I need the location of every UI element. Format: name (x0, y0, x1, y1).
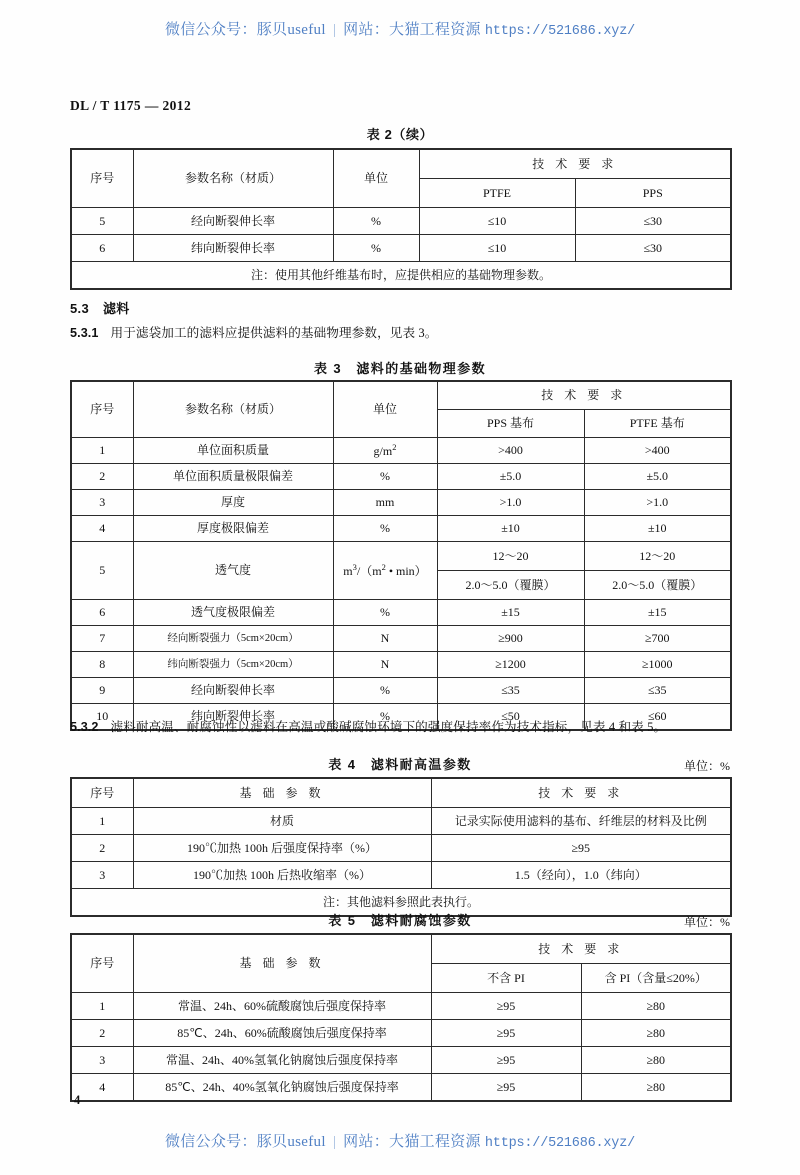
table4-r1-seq: 2 (71, 835, 133, 862)
standard-code-header: DL / T 1175 — 2012 (70, 98, 192, 113)
table5-header-sub2: 含 PI（含量≤20%） (581, 964, 731, 993)
table3-header-sub1: PPS 基布 (437, 410, 584, 438)
table-row (71, 835, 731, 862)
table5-unit-note: 单位：% (684, 915, 730, 929)
table2-header-unit: 单位 (333, 149, 419, 208)
table2-header-requirement: 技 术 要 求 (419, 149, 731, 179)
table2-note: 注：使用其他纤维基布时，应提供相应的基础物理参数。 (71, 262, 731, 290)
table3-r5-seq: 5 (71, 542, 133, 600)
table2-r0-param: 经向断裂伸长率 (133, 208, 333, 235)
table4-header-param: 基 础 参 数 (133, 778, 431, 808)
table2-header-row-1 (71, 149, 731, 179)
table3-r5b-seq: 7 (71, 626, 133, 652)
table3-r5-unit-a: m (343, 564, 353, 578)
watermark-bottom-site-label: 网站：大猫工程资源 (343, 1134, 481, 1150)
table3-r4-seq: 6 (71, 600, 133, 626)
table-row (71, 1074, 731, 1102)
table3-r2-v1: >1.0 (437, 490, 584, 516)
table-row (71, 516, 731, 542)
table5-r0-param: 常温、24h、60%硫酸腐蚀后强度保持率 (133, 993, 431, 1020)
table3-r1-param: 单位面积质量极限偏差 (133, 464, 333, 490)
table3-r7-v2: ≤35 (584, 678, 731, 704)
table4-unit-note: 单位：% (684, 759, 730, 773)
table3-r6-v2: ≥1000 (584, 652, 731, 678)
table-row (71, 542, 731, 571)
table3-r8-v1: ≤50 (437, 704, 584, 731)
table3-r5-unit (333, 542, 437, 600)
table3-r0-param: 单位面积质量 (133, 438, 333, 464)
watermark-bottom-separator: | (332, 1134, 337, 1150)
table5-header-seq: 序号 (71, 934, 133, 993)
table2-r0-v2: ≤30 (575, 208, 731, 235)
table-4 (70, 777, 732, 917)
watermark-bottom-url: https://521686.xyz/ (484, 1136, 636, 1151)
table3-caption: 表 3 滤料的基础物理参数 (313, 361, 487, 376)
table3-r5-v1-line2: 2.0～5.0（覆膜） (437, 571, 584, 600)
table3-r1-v1: ±5.0 (437, 464, 584, 490)
watermark-wechat-label: 微信公众号：豚贝useful (164, 22, 326, 38)
table2-r1-v2: ≤30 (575, 235, 731, 262)
table2-r0-unit: % (333, 208, 419, 235)
table5-r1-param: 85℃、24h、60%硫酸腐蚀后强度保持率 (133, 1020, 431, 1047)
table-row (71, 1047, 731, 1074)
table-row (71, 208, 731, 235)
table3-header-sub2: PTFE 基布 (584, 410, 731, 438)
table-row (71, 993, 731, 1020)
table3-header-seq: 序号 (71, 381, 133, 438)
watermark-site-label: 网站：大猫工程资源 (343, 22, 481, 38)
table5-r2-seq: 3 (71, 1047, 133, 1074)
table4-header-requirement: 技 术 要 求 (431, 778, 731, 808)
table-row (71, 808, 731, 835)
clause-5-3-title: 滤料 (102, 301, 130, 316)
table3-r3-v1: ±10 (437, 516, 584, 542)
watermark-url: https://521686.xyz/ (484, 24, 636, 39)
table3-r0-v1: >400 (437, 438, 584, 464)
table2-caption: 表 2（续） (366, 127, 434, 142)
table3-header-unit: 单位 (333, 381, 437, 438)
table2-header-sub1: PTFE (419, 179, 575, 208)
table3-r4-v1: ±15 (437, 600, 584, 626)
table-row (71, 652, 731, 678)
table2-r1-v1: ≤10 (419, 235, 575, 262)
table-2 (70, 148, 732, 290)
table-row (71, 678, 731, 704)
table5-r3-seq: 4 (71, 1074, 133, 1102)
table5-caption: 表 5 滤料耐腐蚀参数 (328, 913, 472, 928)
table5-r3-v2: ≥80 (581, 1074, 731, 1102)
table4-r2-value: 1.5（经向），1.0（纬向） (431, 862, 731, 889)
table3-r0-seq: 1 (71, 438, 133, 464)
table3-header-row-1 (71, 381, 731, 410)
table-row (71, 490, 731, 516)
table3-r5-unit-b: /（m (356, 564, 382, 578)
table4-header-seq: 序号 (71, 778, 133, 808)
table3-r3-v2: ±10 (584, 516, 731, 542)
table5-r3-param: 85℃、24h、40%氢氧化钠腐蚀后强度保持率 (133, 1074, 431, 1102)
table-row (71, 438, 731, 464)
table2-header-sub2: PPS (575, 179, 731, 208)
table3-r8-unit: % (333, 704, 437, 731)
clause-5-3-1-number: 5.3.1 (70, 326, 99, 340)
table3-header-requirement: 技 术 要 求 (437, 381, 731, 410)
table3-r1-unit: % (333, 464, 437, 490)
watermark-top (0, 18, 800, 39)
table3-r2-seq: 3 (71, 490, 133, 516)
table3-r4-v2: ±15 (584, 600, 731, 626)
table3-r7-unit: % (333, 678, 437, 704)
table2-r0-seq: 5 (71, 208, 133, 235)
table5-r2-v2: ≥80 (581, 1047, 731, 1074)
table5-header-param: 基 础 参 数 (133, 934, 431, 993)
table5-header-requirement: 技 术 要 求 (431, 934, 731, 964)
watermark-bottom-wechat-label: 微信公众号：豚贝useful (164, 1134, 326, 1150)
table4-r0-seq: 1 (71, 808, 133, 835)
table3-r3-param: 厚度极限偏差 (133, 516, 333, 542)
clause-5-3-1-paragraph (70, 322, 735, 341)
table5-r2-param: 常温、24h、40%氢氧化钠腐蚀后强度保持率 (133, 1047, 431, 1074)
clause-5-3-2-number: 5.3.2 (70, 720, 99, 734)
table3-header-param: 参数名称（材质） (133, 381, 333, 438)
clause-5-3-1-text: 用于滤袋加工的滤料应提供滤料的基础物理参数，见表 3。 (110, 326, 438, 340)
table-row (71, 1020, 731, 1047)
table2-r1-param: 纬向断裂伸长率 (133, 235, 333, 262)
table3-r5-unit-b-sup: 2 (381, 562, 386, 572)
table3-r5-unit-a-sup: 3 (352, 562, 357, 572)
table5-r1-v2: ≥80 (581, 1020, 731, 1047)
watermark-separator: | (332, 22, 337, 38)
table3-r0-unit (333, 438, 437, 464)
table3-r4-unit: % (333, 600, 437, 626)
table-row (71, 626, 731, 652)
table5-r1-seq: 2 (71, 1020, 133, 1047)
table3-r5-v2-line2: 2.0～5.0（覆膜） (584, 571, 731, 600)
table2-note-row (71, 262, 731, 290)
table2-r1-seq: 6 (71, 235, 133, 262)
table3-r1-seq: 2 (71, 464, 133, 490)
table2-header-param: 参数名称（材质） (133, 149, 333, 208)
table3-r5-v2-line1: 12～20 (584, 542, 731, 571)
table3-r7-seq: 9 (71, 678, 133, 704)
table5-r1-v1: ≥95 (431, 1020, 581, 1047)
table3-r6-v1: ≥1200 (437, 652, 584, 678)
watermark-bottom (0, 1130, 800, 1151)
table3-r2-unit: mm (333, 490, 437, 516)
table3-r3-seq: 4 (71, 516, 133, 542)
table4-r0-param: 材质 (133, 808, 431, 835)
table5-r0-v1: ≥95 (431, 993, 581, 1020)
table2-r1-unit: % (333, 235, 419, 262)
table-row (71, 862, 731, 889)
table3-r5b-v1: ≥900 (437, 626, 584, 652)
table4-r0-value: 记录实际使用滤料的基布、纤维层的材料及比例 (431, 808, 731, 835)
table5-header-row-1 (71, 934, 731, 964)
table3-r7-param: 经向断裂伸长率 (133, 678, 333, 704)
table3-r8-v2: ≤60 (584, 704, 731, 731)
table4-note: 注：其他滤料参照此表执行。 (71, 889, 731, 917)
table5-r0-v2: ≥80 (581, 993, 731, 1020)
table5-r0-seq: 1 (71, 993, 133, 1020)
table2-r0-v1: ≤10 (419, 208, 575, 235)
table3-r8-param: 纬向断裂伸长率 (133, 704, 333, 731)
table3-r0-v2: >400 (584, 438, 731, 464)
clause-5-3-heading (70, 298, 130, 317)
table3-r5-param: 透气度 (133, 542, 333, 600)
table3-r2-v2: >1.0 (584, 490, 731, 516)
table3-r6-seq: 8 (71, 652, 133, 678)
clause-5-3-2-paragraph (70, 716, 750, 735)
table5-header-sub1: 不含 PI (431, 964, 581, 993)
table3-r5-v1-line1: 12～20 (437, 542, 584, 571)
table5-r2-v1: ≥95 (431, 1047, 581, 1074)
table-row (71, 235, 731, 262)
table4-r1-param: 190℃加热 100h 后强度保持率（%） (133, 835, 431, 862)
table-5 (70, 933, 732, 1102)
table4-r2-seq: 3 (71, 862, 133, 889)
table-3 (70, 380, 732, 731)
table3-r4-param: 透气度极限偏差 (133, 600, 333, 626)
table3-r0-unit-sup: 2 (392, 442, 397, 452)
clause-5-3-number: 5.3 (70, 301, 89, 316)
table3-r6-param: 纬向断裂强力（5cm×20cm） (133, 652, 333, 678)
table3-r5-unit-c: • min） (385, 564, 427, 578)
table3-r7-v1: ≤35 (437, 678, 584, 704)
table3-r6-unit: N (333, 652, 437, 678)
table3-r0-unit-main: g/m (373, 444, 393, 458)
clause-5-3-2-text: 滤料耐高温、耐腐蚀性以滤料在高温或酸碱腐蚀环境下的强度保持率作为技术指标，见表 4 和表 5。 (110, 720, 667, 734)
table3-r2-param: 厚度 (133, 490, 333, 516)
table4-r2-param: 190℃加热 100h 后热收缩率（%） (133, 862, 431, 889)
table4-header-row (71, 778, 731, 808)
table3-r5b-param: 经向断裂强力（5cm×20cm） (133, 626, 333, 652)
table5-r3-v1: ≥95 (431, 1074, 581, 1102)
table3-r8-seq: 10 (71, 704, 133, 731)
table3-r3-unit: % (333, 516, 437, 542)
table-row (71, 600, 731, 626)
table3-r5b-v2: ≥700 (584, 626, 731, 652)
table4-r1-value: ≥95 (431, 835, 731, 862)
page-number: 4 (74, 1093, 81, 1107)
table-row (71, 464, 731, 490)
table3-r1-v2: ±5.0 (584, 464, 731, 490)
table4-caption: 表 4 滤料耐高温参数 (328, 757, 472, 772)
table3-r5b-unit: N (333, 626, 437, 652)
table2-header-seq: 序号 (71, 149, 133, 208)
